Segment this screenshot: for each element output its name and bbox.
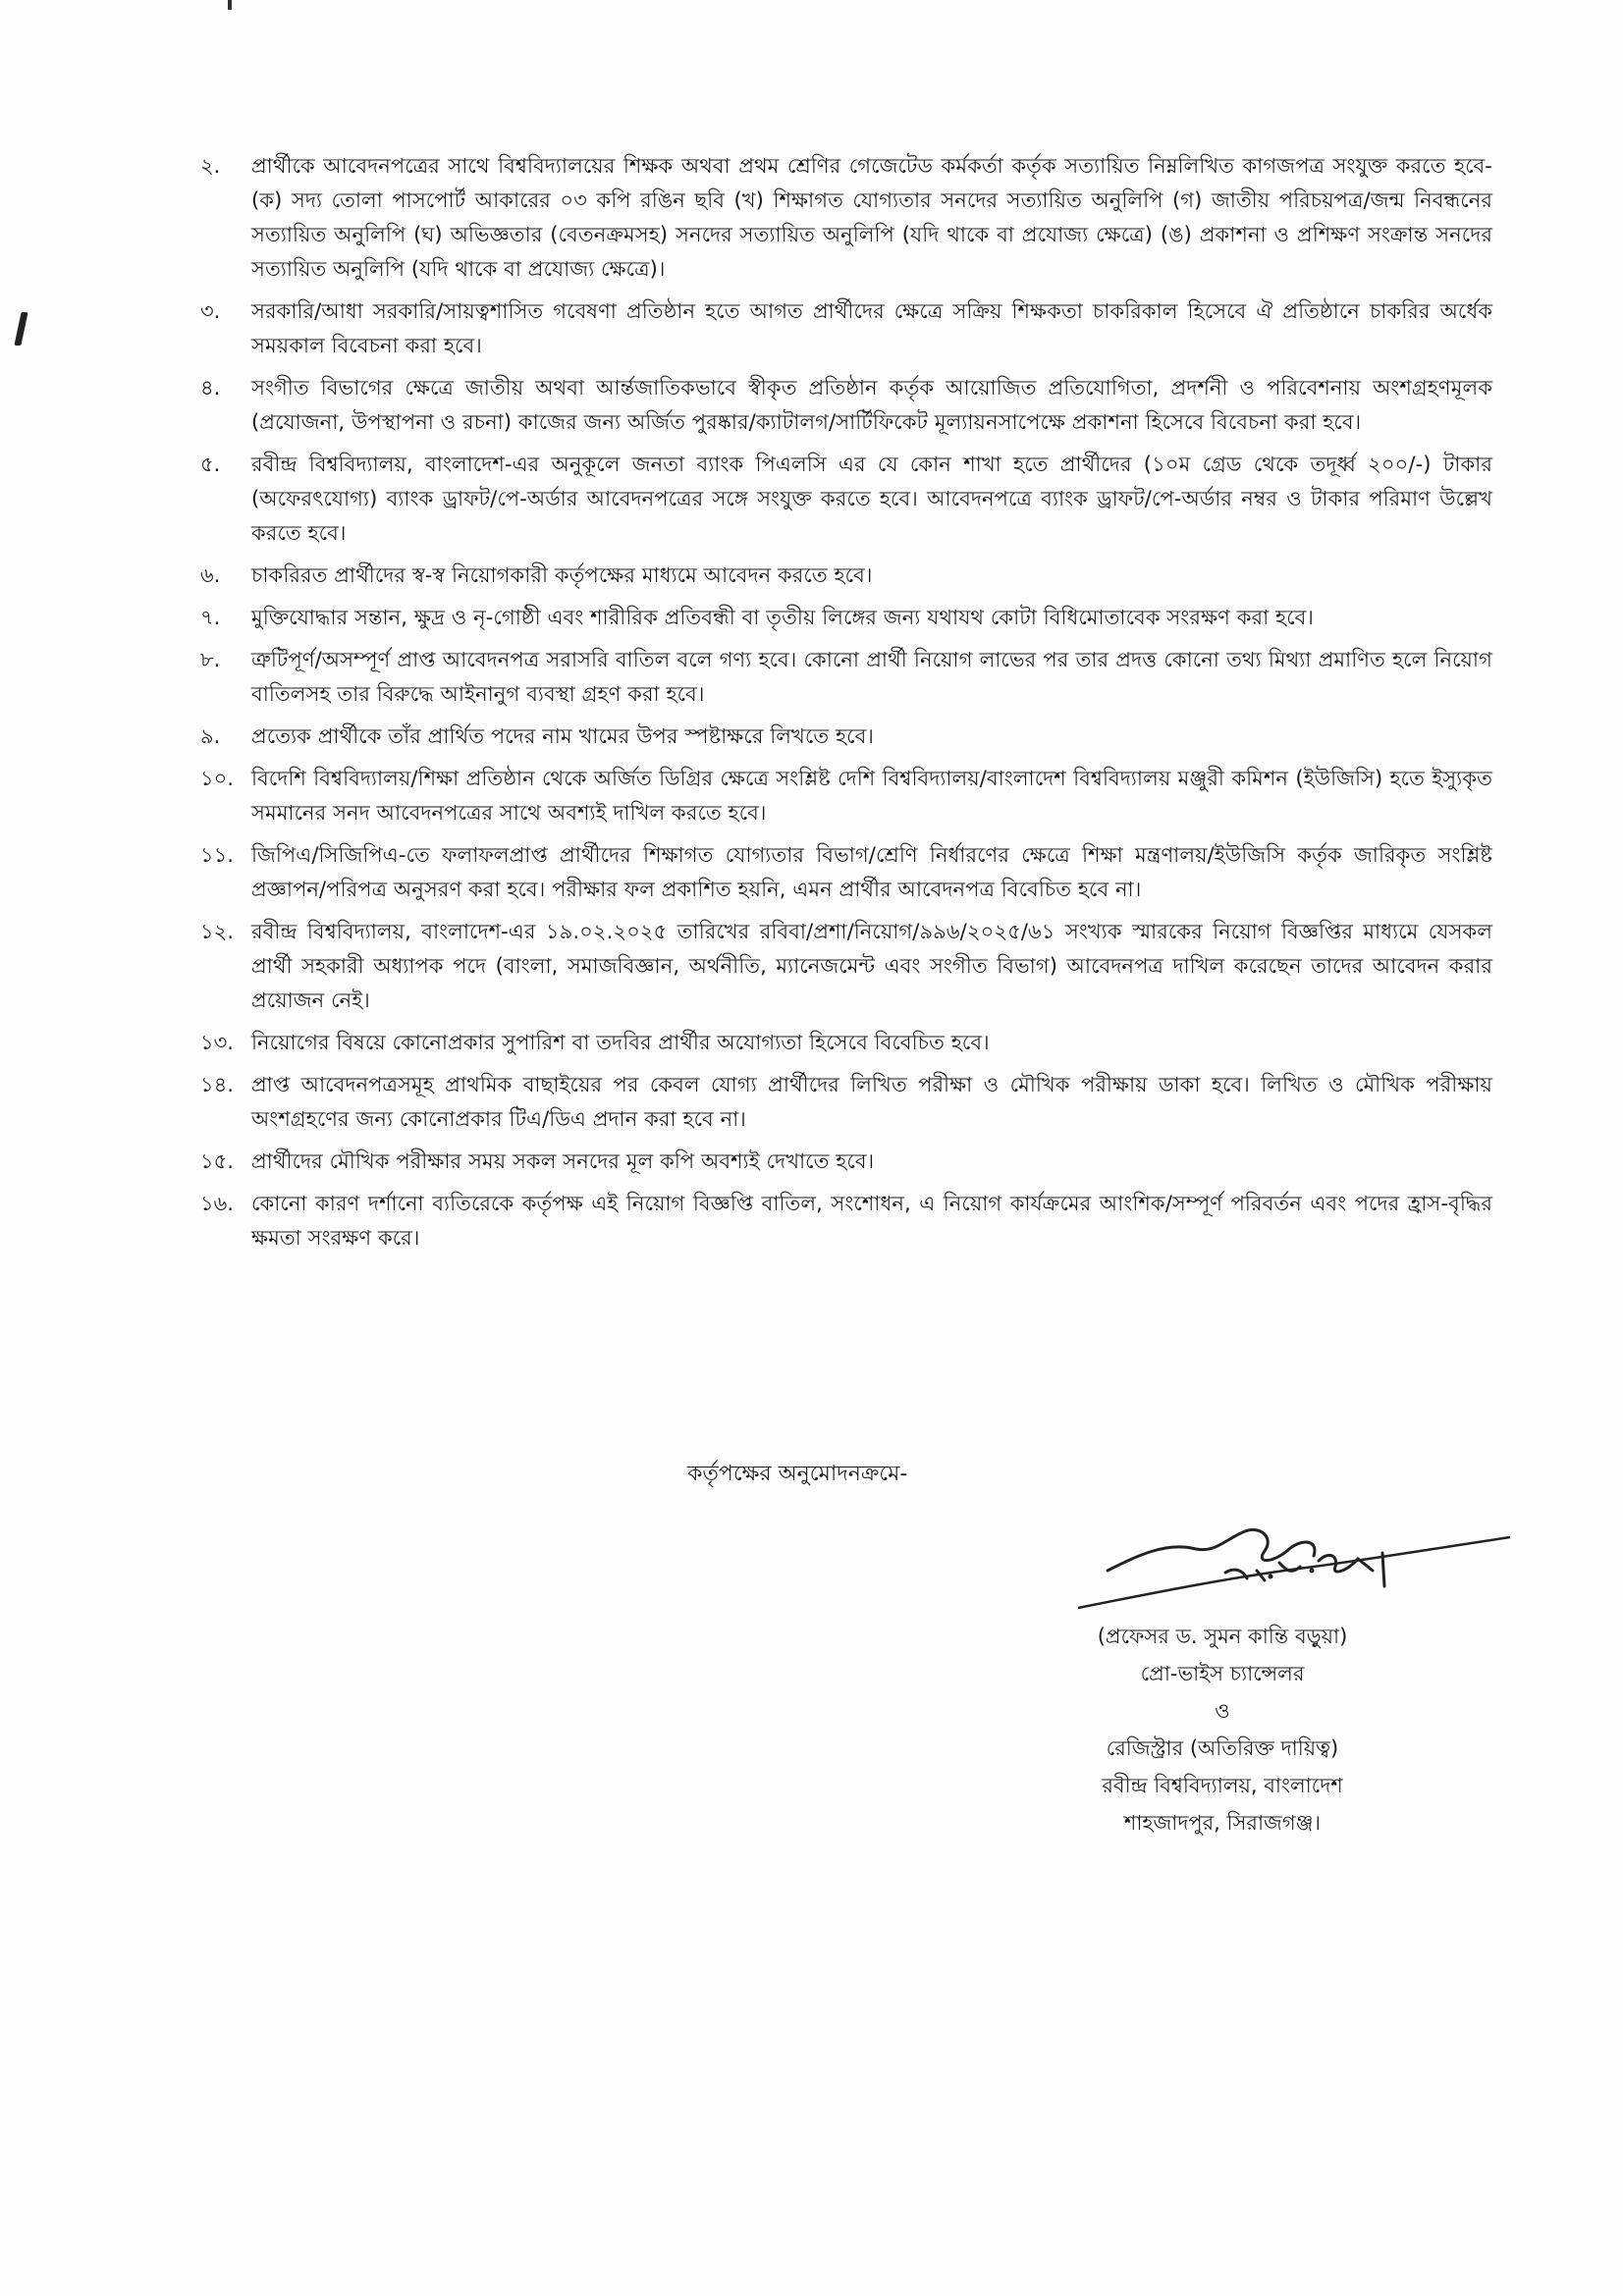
signature-block — [992, 1618, 1453, 1842]
clause-text: প্রাপ্ত আবেদনপত্রসমূহ প্রাথমিক বাছাইয়ের পর কেবল যোগ্য প্রার্থীদের লিখিত পরীক্ষা ও মৌখিক পরীক্ষায় ডাকা হবে। লিখিত ও মৌখিক পরীক্ষায় অংশগ্রহণের জন্য কোনোপ্রকার টিএ/ডিএ প্রদান করা হবে না। — [251, 1073, 1492, 1131]
signatory-name: (প্রফেসর ড. সুমন কান্তি বড়ুয়া) — [1097, 1625, 1348, 1648]
clause-number: ১০. — [200, 767, 234, 790]
clause-item — [196, 371, 1492, 440]
clause-item — [196, 149, 1492, 287]
clause-text: কোনো কারণ দর্শানো ব্যতিরেকে কর্তৃপক্ষ এই নিয়োগ বিজ্ঞপ্তি বাতিল, সংশোধন, এ নিয়োগ কার্যক্রমের আংশিক/সম্পূর্ণ পরিবর্তন এবং পদের হ্রাস-বৃদ্ধির ক্ষমতা সংরক্ষণ করে। — [251, 1192, 1492, 1250]
clause-text: প্রত্যেক প্রার্থীকে তাঁর প্রার্থিত পদের নাম খামের উপর স্পষ্টাক্ষরে লিখতে হবে। — [251, 724, 874, 748]
clause-number: ৯. — [200, 724, 221, 748]
clause-list — [196, 149, 1492, 1263]
clause-text: চাকরিরত প্রার্থীদের স্ব-স্ব নিয়োগকারী কর্তৃপক্ষের মাধ্যমে আবেদন করতে হবে। — [251, 563, 873, 587]
clause-text: বিদেশি বিশ্ববিদ্যালয়/শিক্ষা প্রতিষ্ঠান থেকে অর্জিত ডিগ্রির ক্ষেত্রে সংশ্লিষ্ট দেশি বিশ্ববিদ্যালয়/বাংলাদেশ বিশ্ববিদ্যালয় মঞ্জুরী কমিশন (ইউজিসি) হতে ইস্যুকৃত সমমানের সনদ আবেদনপত্রের সাথে অবশ্যই দাখিল করতে হবে। — [251, 767, 1492, 825]
clause-number: ৮. — [200, 648, 221, 671]
clause-number: ১৫. — [200, 1149, 234, 1173]
clause-number: ১২. — [200, 920, 234, 943]
clause-item — [196, 1187, 1492, 1255]
clause-text: জিপিএ/সিজিপিএ-তে ফলাফলপ্রাপ্ত প্রার্থীদের শিক্ষাগত যোগ্যতার বিভাগ/শ্রেণি নির্ধারণের ক্ষেত্রে শিক্ষা মন্ত্রণালয়/ইউজিসি কর্তৃক জারিকৃত সংশ্লিষ্ট প্রজ্ঞাপন/পরিপত্র অনুসরণ করা হবে। পরীক্ষার ফল প্রকাশিত হয়নি, এমন প্রার্থীর আবেদনপত্র বিবেচিত হবে না। — [251, 843, 1492, 901]
clause-text: রবীন্দ্র বিশ্ববিদ্যালয়, বাংলাদেশ-এর ১৯.০২.২০২৫ তারিখের রবিবা/প্রশা/নিয়োগ/৯৯৬/২০২৫/৬১ সংখ্যক স্মারকের নিয়োগ বিজ্ঞপ্তির মাধ্যমে যেসকল প্রার্থী সহকারী অধ্যাপক পদে (বাংলা, সমাজবিজ্ঞান, অর্থনীতি, ম্যানেজমেন্ট এবং সংগীত বিভাগ) আবেদনপত্র দাখিল করেছেন তাদের আবেদন করার প্রয়োজন নেই। — [251, 920, 1492, 1012]
clause-text: মুক্তিযোদ্ধার সন্তান, ক্ষুদ্র ও নৃ-গোষ্ঠী এবং শারীরিক প্রতিবন্ধী বা তৃতীয় লিঙ্গের জন্য যথাযথ কোটা বিধিমোতাবেক সংরক্ষণ করা হবে। — [251, 606, 1315, 629]
clause-number: ৩. — [200, 299, 221, 323]
clause-number: ২. — [200, 154, 221, 178]
signatory-university: রবীন্দ্র বিশ্ববিদ্যালয়, বাংলাদেশ — [1102, 1774, 1343, 1797]
clause-item — [196, 838, 1492, 907]
clause-text: সংগীত বিভাগের ক্ষেত্রে জাতীয় অথবা আর্ন্তজাতিকভাবে স্বীকৃত প্রতিষ্ঠান কর্তৃক আয়োজিত প্রতিযোগিতা, প্রদর্শনী ও পরিবেশনায় অংশগ্রহণমূলক (প্রযোজনা, উপস্থাপনা ও রচনা) কাজের জন্য অর্জিত পুরষ্কার/ক্যাটালগ/সার্টিফিকেট মূল্যায়নসাপেক্ষে প্রকাশনা হিসেবে বিবেচনা করা হবে। — [251, 376, 1492, 434]
signatory-conjunction: ও — [1215, 1699, 1230, 1723]
clause-item — [196, 601, 1492, 635]
clause-number: ১১. — [200, 843, 234, 867]
clause-number: ৫. — [200, 453, 221, 476]
signatory-location: শাহজাদপুর, সিরাজগঞ্জ। — [1123, 1811, 1322, 1835]
clause-item — [196, 762, 1492, 830]
clause-text: রবীন্দ্র বিশ্ববিদ্যালয়, বাংলাদেশ-এর অনুকূলে জনতা ব্যাংক পিএলসি এর যে কোন শাখা হতে প্রার্থীদের (১০ম গ্রেড থেকে তদূর্ধ্ব ২০০/-) টাকার (অফেরৎযোগ্য) ব্যাংক ড্রাফট/পে-অর্ডার আবেদনপত্রের সঙ্গে সংযুক্ত করতে হবে। আবেদনপত্রে ব্যাংক ড্রাফট/পে-অর্ডার নম্বর ও টাকার পরিমাণ উল্লেখ করতে হবে। — [251, 453, 1492, 545]
clause-item — [196, 915, 1492, 1018]
clause-text: ত্রুটিপূর্ণ/অসম্পূর্ণ প্রাপ্ত আবেদনপত্র সরাসরি বাতিল বলে গণ্য হবে। কোনো প্রার্থী নিয়োগ লাভের পর তার প্রদত্ত কোনো তথ্য মিথ্যা প্রমাণিত হলে নিয়োগ বাতিলসহ তার বিরুদ্ধে আইনানুগ ব্যবস্থা গ্রহণ করা হবে। — [251, 648, 1492, 706]
scan-artifact-left — [14, 312, 27, 346]
clause-number: ৬. — [200, 563, 221, 587]
signatory-title: প্রো-ভাইস চ্যান্সেলর — [1140, 1662, 1305, 1685]
signature-mark — [1078, 1502, 1510, 1610]
clause-number: ১৪. — [200, 1073, 234, 1096]
clause-text: প্রার্থীদের মৌখিক পরীক্ষার সময় সকল সনদের মূল কপি অবশ্যই দেখাতে হবে। — [251, 1149, 875, 1173]
clause-item — [196, 448, 1492, 551]
scan-artifact-top — [228, 0, 232, 10]
clause-number: ৪. — [200, 376, 221, 400]
clause-item — [196, 643, 1492, 712]
clause-number: ৭. — [200, 606, 221, 629]
signatory-title-additional: রেজিস্ট্রার (অতিরিক্ত দায়িত্ব) — [1106, 1736, 1339, 1760]
clause-number: ১৬. — [200, 1192, 234, 1215]
clause-item — [196, 1068, 1492, 1137]
clause-item — [196, 720, 1492, 754]
clause-text: নিয়োগের বিষয়ে কোনোপ্রকার সুপারিশ বা তদবির প্রার্থীর অযোগ্যতা হিসেবে বিবেচিত হবে। — [251, 1031, 990, 1054]
clause-text: সরকারি/আধা সরকারি/সায়ত্বশাসিত গবেষণা প্রতিষ্ঠান হতে আগত প্রার্থীদের ক্ষেত্রে সক্রিয় শিক্ষকতা চাকরিকাল হিসেবে ঐ প্রতিষ্ঠানে চাকরির অর্ধেক সময়কাল বিবেচনা করা হবে। — [251, 299, 1492, 357]
clause-item — [196, 1026, 1492, 1060]
clause-text: প্রার্থীকে আবেদনপত্রের সাথে বিশ্ববিদ্যালয়ের শিক্ষক অথবা প্রথম শ্রেণির গেজেটেড কর্মকর্তা কর্তৃক সত্যায়িত নিম্নলিখিত কাগজপত্র সংযুক্ত করতে হবে- (ক) সদ্য তোলা পাসপোর্ট আকারের ০৩ কপি রঙিন ছবি (খ) শিক্ষাগত যোগ্যতার সনদের সত্যায়িত অনুলিপি (গ) জাতীয় পরিচয়পত্র/জন্ম নিবন্ধনের সত্যায়িত অনুলিপি (ঘ) অভিজ্ঞতার (বেতনক্রমসহ) সনদের সত্যায়িত অনুলিপি (যদি থাকে বা প্রযোজ্য ক্ষেত্রে) (ঙ) প্রকাশনা ও প্রশিক্ষণ সংক্রান্ত সনদের সত্যায়িত অনুলিপি (যদি থাকে বা প্রযোজ্য ক্ষেত্রে)। — [251, 154, 1492, 281]
clause-item — [196, 559, 1492, 593]
clause-number: ১৩. — [200, 1031, 234, 1054]
approval-line: কর্তৃপক্ষের অনুমোদনক্রমে- — [687, 1462, 908, 1486]
clause-item — [196, 1145, 1492, 1179]
clause-item — [196, 294, 1492, 363]
